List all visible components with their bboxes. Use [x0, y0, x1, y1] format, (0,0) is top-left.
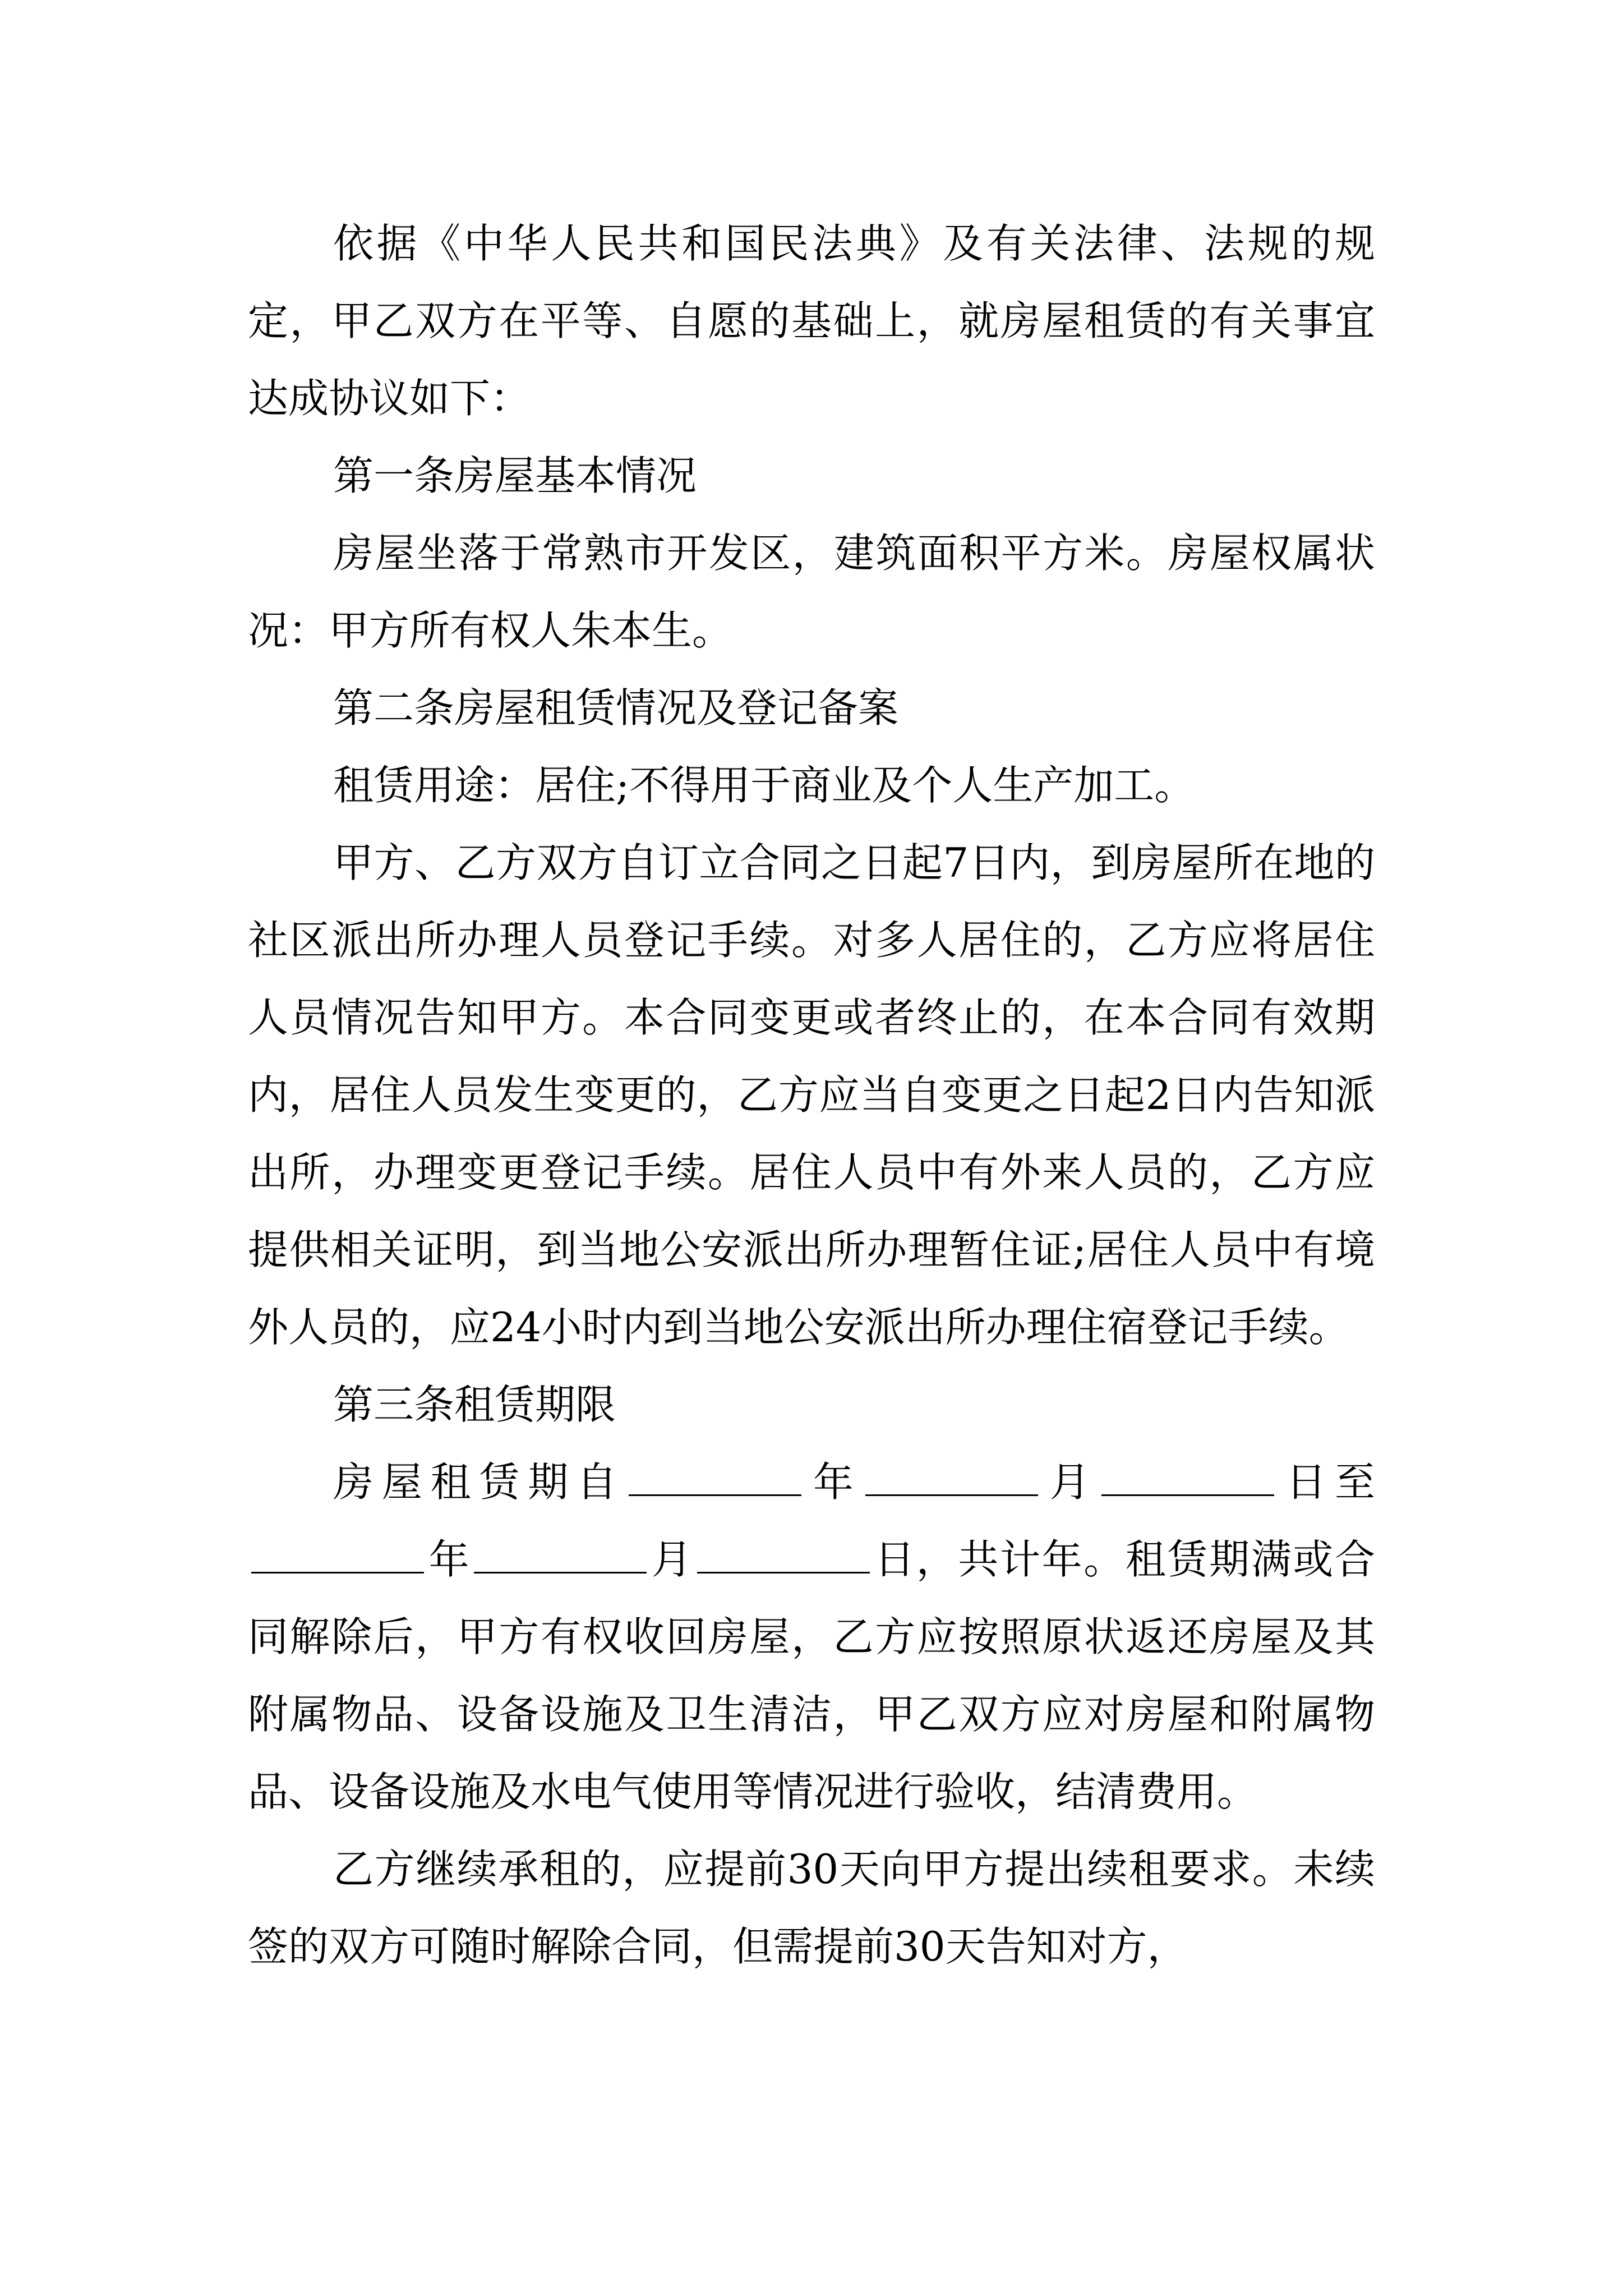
article-1-paragraph: 房屋坐落于常熟市开发区，建筑面积平方米。房屋权属状况：甲方所有权人朱本生。	[248, 530, 1375, 654]
term-month-1: 月	[1041, 1458, 1099, 1506]
term-year-1: 年	[804, 1458, 862, 1506]
term-month-2: 月	[650, 1536, 694, 1583]
term-suffix: 日，共计年。租赁期满或合同解除后，甲方有权收回房屋，乙方应按照原状返还房屋及其附属物品、设备设施及卫生清洁，甲乙双方应对房屋和附属物品、设备设施及水电气使用等情况进行验收，结清费用。	[248, 1536, 1375, 1815]
article-3-heading: 第三条租赁期限	[333, 1381, 616, 1428]
end-month-blank	[474, 1537, 647, 1573]
start-day-blank	[1101, 1460, 1274, 1496]
article-2-heading: 第二条房屋租赁情况及登记备案	[333, 684, 899, 731]
end-year-blank	[251, 1537, 424, 1573]
article-1-heading: 第一条房屋基本情况	[333, 452, 697, 499]
article-2-use-paragraph: 租赁用途：居住;不得用于商业及个人生产加工。	[333, 762, 1195, 809]
end-day-blank	[697, 1537, 870, 1573]
term-day-to: 日至	[1278, 1458, 1375, 1506]
start-month-blank	[865, 1460, 1038, 1496]
article-2-registration-paragraph: 甲方、乙方双方自订立合同之日起7日内，到房屋所在地的社区派出所办理人员登记手续。对多人居住的，乙方应将居住人员情况告知甲方。本合同变更或者终止的，在本合同有效期内，居住人员发生变更的，乙方应当自变更之日起2日内告知派出所，办理变更登记手续。居住人员中有外来人员的，乙方应提供相关证明，到当地公安派出所办理暂住证;居住人员中有境外人员的，应24小时内到当地公安派出所办理住宿登记手续。	[248, 839, 1375, 1351]
document-body	[248, 205, 1375, 1985]
term-prefix: 房屋租赁期自	[333, 1458, 625, 1506]
start-year-blank	[629, 1460, 801, 1496]
intro-paragraph: 依据《中华人民共和国民法典》及有关法律、法规的规定，甲乙双方在平等、自愿的基础上，就房屋租赁的有关事宜达成协议如下：	[248, 220, 1375, 422]
term-year-2: 年	[427, 1536, 471, 1583]
article-3-renewal-paragraph: 乙方继续承租的，应提前30天向甲方提出续租要求。未续签的双方可随时解除合同，但需提前30天告知对方，	[248, 1846, 1375, 1970]
article-3-term-paragraph	[248, 1443, 1375, 1830]
